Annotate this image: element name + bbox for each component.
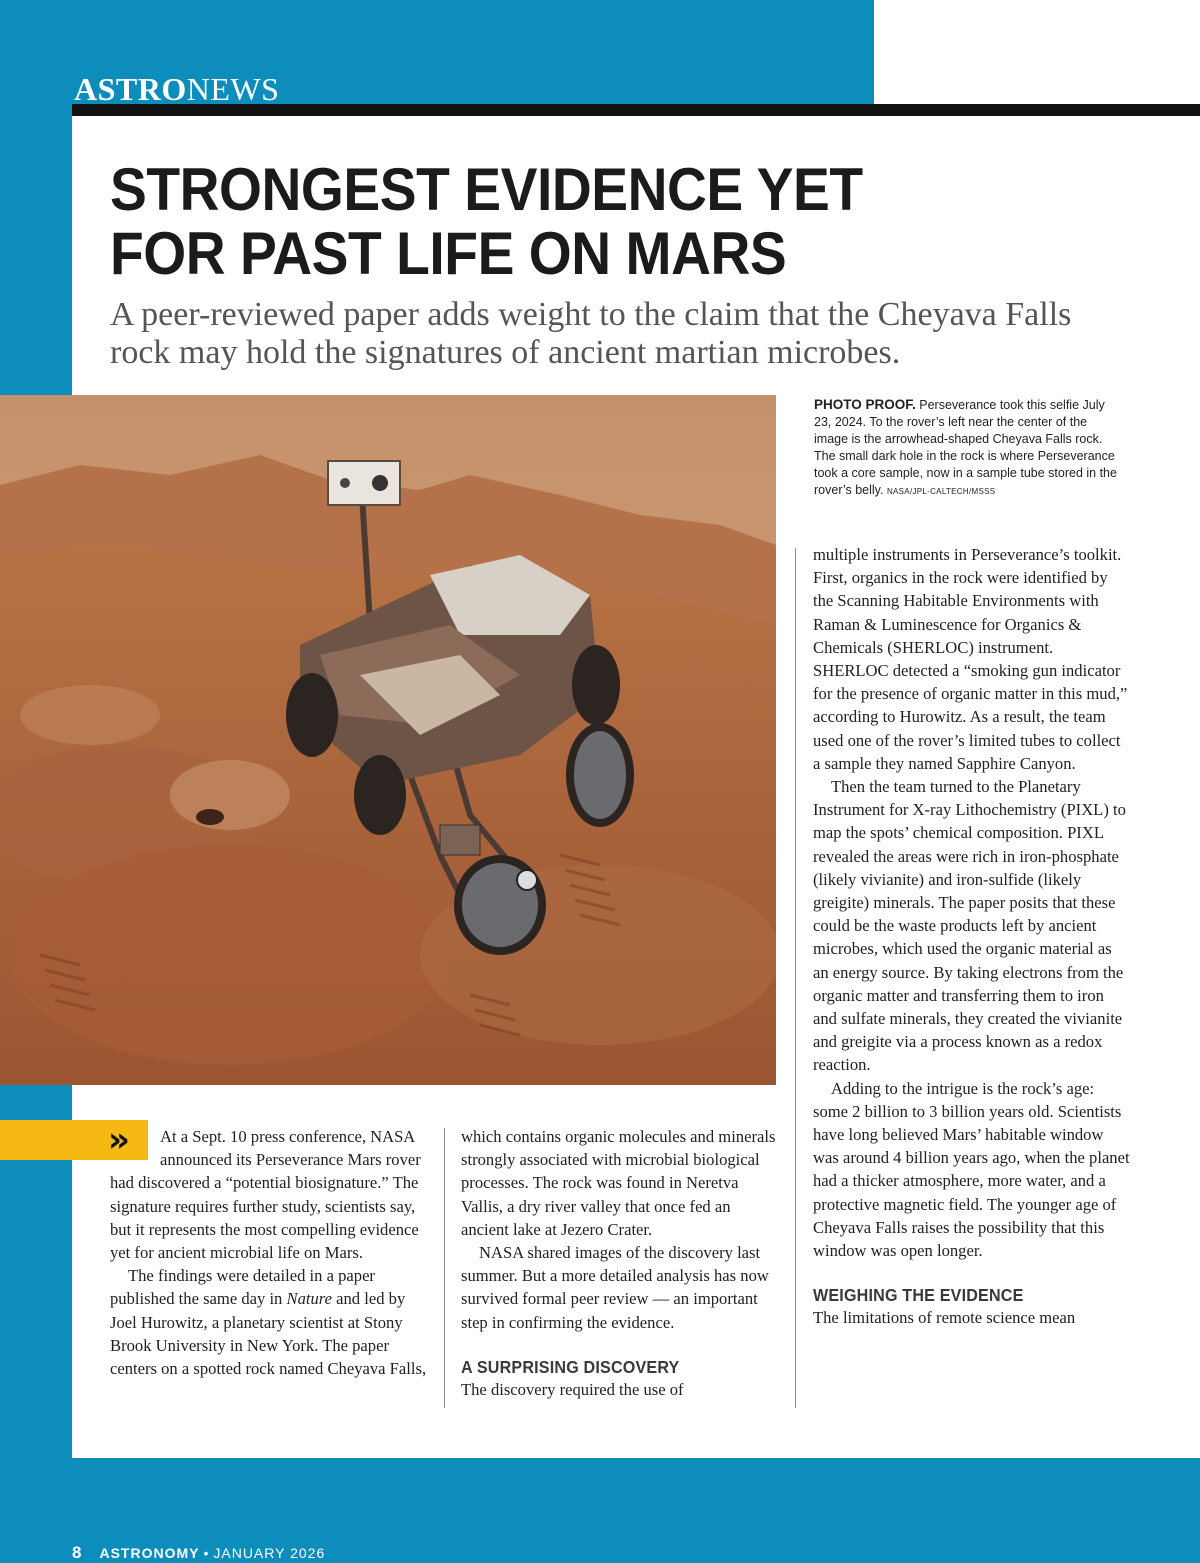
headline-line-2: FOR PAST LIFE ON MARS <box>110 220 787 287</box>
photo-caption <box>814 396 1124 500</box>
issue-date: JANUARY 2026 <box>213 1545 326 1561</box>
page-footer <box>72 1543 325 1563</box>
article-paragraph <box>110 1264 428 1380</box>
caption-lead: PHOTO PROOF. <box>814 397 916 412</box>
column-divider <box>795 548 796 1408</box>
column-divider <box>444 1128 445 1408</box>
drop-indent <box>110 1125 160 1169</box>
double-chevron-icon: » <box>108 1120 130 1160</box>
magazine-name: ASTRONOMY <box>99 1545 200 1561</box>
section-label <box>74 72 279 106</box>
article-column-1 <box>110 1125 428 1380</box>
top-right-margin <box>874 0 1200 106</box>
deck: A peer-reviewed paper adds weight to the claim that the Cheyava Falls rock may hold the signatures of ancient martian microbes. <box>110 296 1072 371</box>
caption-text: Perseverance took this selfie July 23, 2024. To the rover’s left near the center of the image is the arrowhead-shaped Cheyava Falls rock. The small dark hole in the rock is where Perseverance took a core sample, now in a sample tube stored in the rover’s belly. <box>814 398 1117 497</box>
rover-photo <box>0 395 776 1085</box>
subhead: WEIGHING THE EVIDENCE <box>813 1285 1024 1306</box>
article-paragraph-text: At a Sept. 10 press conference, NASA announced its Perseverance Mars rover had discovered a “potential biosignature.” The signature requires further study, scientists say, but it represents the most compelling evidence yet for ancient microbial life on Mars. <box>110 1127 421 1263</box>
article-paragraph-text: and led by Joel Hurowitz, a planetary scientist at Stony Brook University in New York. The paper centers on a spotted rock named Cheyava Falls, <box>110 1289 427 1379</box>
article-paragraph: NASA shared images of the discovery last summer. But a more detailed analysis has now survived formal peer review — an important step in confirming the evidence. <box>461 1243 769 1332</box>
article-paragraph: Then the team turned to the Planetary Instrument for X-ray Lithochemistry (PIXL) to map the spots’ chemical composition. PIXL revealed the areas were rich in iron-phosphate (likely vivianite) and iron-sulfide (likely greigite) minerals. The paper posits that these could be the waste products left by ancient microbes, which used the organic material as an energy source. By taking electrons from the organic matter and transferring them to iron and sulfate minerals, they created the vivianite and greigite via a process known as a redox reaction. <box>813 777 1126 1075</box>
page-number: 8 <box>72 1543 82 1562</box>
article-paragraph: The limitations of remote science mean <box>813 1308 1076 1328</box>
headline <box>110 158 938 286</box>
article-paragraph: Adding to the intrigue is the rock’s age: some 2 billion to 3 billion years old. Scientists have long believed Mars’ habitable window was around 4 billion years ago, when the planet had a thicker atmosphere, more water, and a protective magnetic field. The younger age of Cheyava Falls raises the possibility that this window was open longer. <box>813 1078 1130 1261</box>
footer-separator: • <box>203 1545 210 1561</box>
article-paragraph-text: The findings were detailed in a paper published the same day in <box>110 1266 375 1309</box>
article-paragraph <box>110 1125 428 1264</box>
subhead: A SURPRISING DISCOVERY <box>461 1356 680 1377</box>
rover-illustration <box>0 395 776 1085</box>
article-paragraph: The discovery required the use of <box>461 1379 684 1399</box>
headline-line-1: STRONGEST EVIDENCE YET <box>110 156 863 223</box>
article-paragraph: which contains organic molecules and minerals strongly associated with microbial biological processes. The rock was found in Neretva Vallis, a dry river valley that once fed an ancient lake at Jezero Crater. <box>461 1127 776 1239</box>
section-label-strong: ASTRO <box>74 71 187 107</box>
section-label-light: NEWS <box>186 71 280 107</box>
article-column-2 <box>461 1125 781 1401</box>
journal-name: Nature <box>286 1289 332 1309</box>
article-paragraph: multiple instruments in Perseverance’s toolkit. First, organics in the rock were identified by the Scanning Habitable Environments with Raman & Luminescence for Organics & Chemicals (SHERLOC) instrument. SHERLOC detected a “smoking gun indicator for the presence of organic matter in this mud,” according to Hurowitz. As a result, the team used one of the rover’s limited tubes to collect a sample they named Sapphire Canyon. <box>813 545 1128 773</box>
article-column-3 <box>813 543 1131 1330</box>
photo-credit: NASA/JPL-CALTECH/MSSS <box>886 487 996 496</box>
